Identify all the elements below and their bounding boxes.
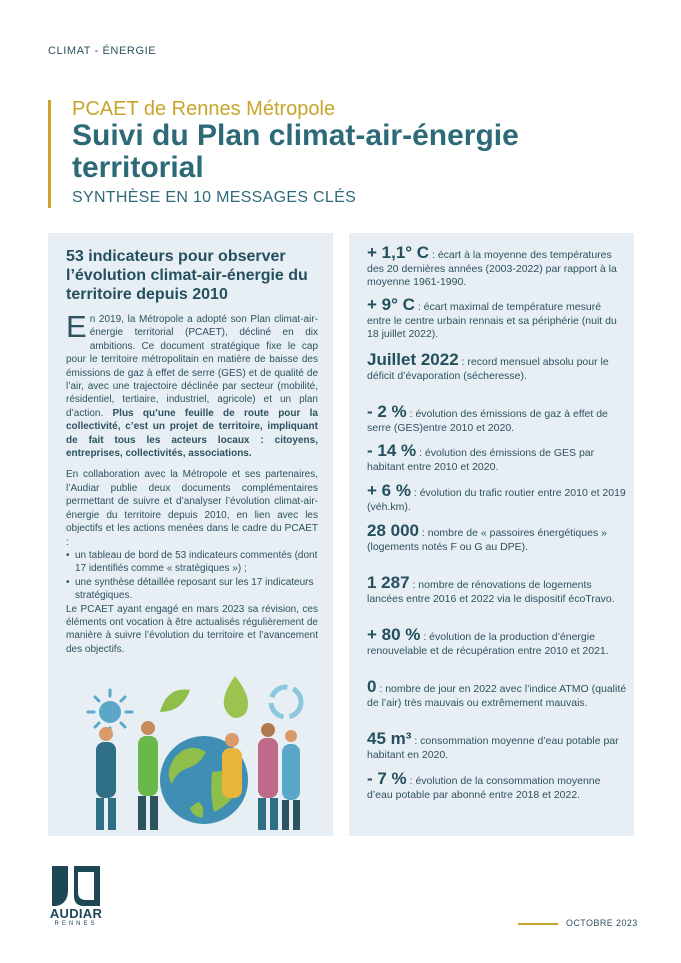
recycle-icon [271,687,301,717]
publication-date: OCTOBRE 2023 [566,918,638,928]
dropcap: E [66,309,87,344]
intro-paragraph-1 [66,309,318,460]
key-message [367,769,627,802]
intro-body [66,309,318,664]
logo-subtext: RENNES [54,921,98,927]
intro-p1-bold: Plus qu’une feuille de route pour la collectivité, c’est un projet de territoire, impliquant de fait tous les acteurs locaux : citoyens, entreprises, collectivités, associations. [66,407,318,460]
message-text: : consommation moyenne d’eau potable par habitant en 2020. [367,735,619,761]
page-title: Suivi du Plan climat-air-énergie territorial [72,119,519,184]
message-text: : évolution des émissions de GES par habitant entre 2010 et 2020. [367,447,595,473]
message-value: - 7 % [367,769,407,788]
key-message [367,481,627,514]
key-message [367,677,627,710]
key-message [367,625,627,658]
message-text: : écart maximal de température mesuré entre le centre urbain rennais et sa périphérie (nuit du 18 juillet 2022). [367,301,617,340]
page-subtitle: SYNTHÈSE EN 10 MESSAGES CLÉS [72,189,357,206]
message-text: : évolution de la consommation moyenne d’eau potable par abonné entre 2018 et 2022. [367,775,601,801]
key-message [367,402,627,435]
key-message [367,350,627,383]
message-value: 1 287 [367,573,410,592]
topic-label: CLIMAT - ÉNERGIE [48,45,157,57]
water-drop-icon [224,676,248,718]
intro-p1-text: n 2019, la Métropole a adopté son Plan climat-air-énergie territorial (PCAET), décliné en dix ambitions. Ce document stratégique fixe le cap pour le territoire métropolitain en matière de baisse des émissions de gaz à effet de serre (GES) et de qualité de l’air, avec une trajectoire déclinée par secteur (mobilité, résidentiel, tertiaire, industriel, agricole) et un plan d’action. [66,314,318,419]
message-value: - 2 % [367,402,407,421]
logo-wordmark: AUDIAR [49,906,103,921]
message-value: 45 m³ [367,729,412,748]
message-value: 28 000 [367,521,419,540]
leaf-icon [160,689,190,712]
message-value: + 9° C [367,295,415,314]
intro-paragraph-3: Le PCAET ayant engagé en mars 2023 sa révision, ces éléments ont vocation à être actualisés régulièrement de manière à suivre l’évolution du territoire et l’avancement des objectifs. [66,603,318,655]
message-text: : évolution du trafic routier entre 2010 et 2019 (véh.km). [367,487,626,513]
list-item: • un tableau de bord de 53 indicateurs commentés (dont 17 identifiés comme « stratégiques ») ; [66,549,318,576]
key-message [367,521,627,554]
message-value: + 1,1° C [367,243,430,262]
message-value: + 6 % [367,481,411,500]
message-text: : nombre de « passoires énergétiques » (logements notés F ou G au DPE). [367,527,607,553]
date-accent-line [518,923,558,925]
intro-paragraph-2: En collaboration avec la Métropole et ses partenaires, l’Audiar publie deux documents complémentaires permettant de suivre et d’analyser l’évolution climat-air-énergie du territoire depuis 2010, en lien avec les objectifs et les actions menées dans le cadre du PCAET : [66,469,318,548]
list-item: • une synthèse détaillée reposant sur les 17 indicateurs stratégiques. [66,576,318,603]
key-message [367,243,627,290]
key-message [367,573,627,606]
message-text: : évolution des émissions de gaz à effet de serre (GES)entre 2010 et 2020. [367,408,608,434]
sun-icon [88,690,132,734]
header-accent-bar [48,100,51,208]
message-text: : nombre de jour en 2022 avec l’indice ATMO (qualité de l’air) très mauvais ou extrêmement mauvais. [367,683,627,709]
intro-heading: 53 indicateurs pour observer l’évolution climat-air-énergie du territoire depuis 2010 [66,248,308,303]
key-message [367,295,627,342]
illustration-people-earth [72,672,312,832]
message-value: - 14 % [367,441,417,460]
message-text: : record mensuel absolu pour le déficit d’évaporation (sécheresse). [367,356,609,382]
intro-bullet-list [66,549,318,603]
message-text: : nombre de rénovations de logements lancées entre 2016 et 2022 via le dispositif écoTravo. [367,579,615,605]
message-text: : écart à la moyenne des températures des 20 dernières années (2003-2022) par rapport à la moyenne 1961-1990. [367,249,617,288]
message-value: + 80 % [367,625,421,644]
message-value: 0 [367,677,377,696]
kicker: PCAET de Rennes Métropole [72,98,336,120]
key-message [367,729,627,762]
key-message [367,441,627,474]
message-value: Juillet 2022 [367,350,459,369]
message-text: : évolution de la production d’énergie renouvelable et de récupération entre 2010 et 2021. [367,631,609,657]
